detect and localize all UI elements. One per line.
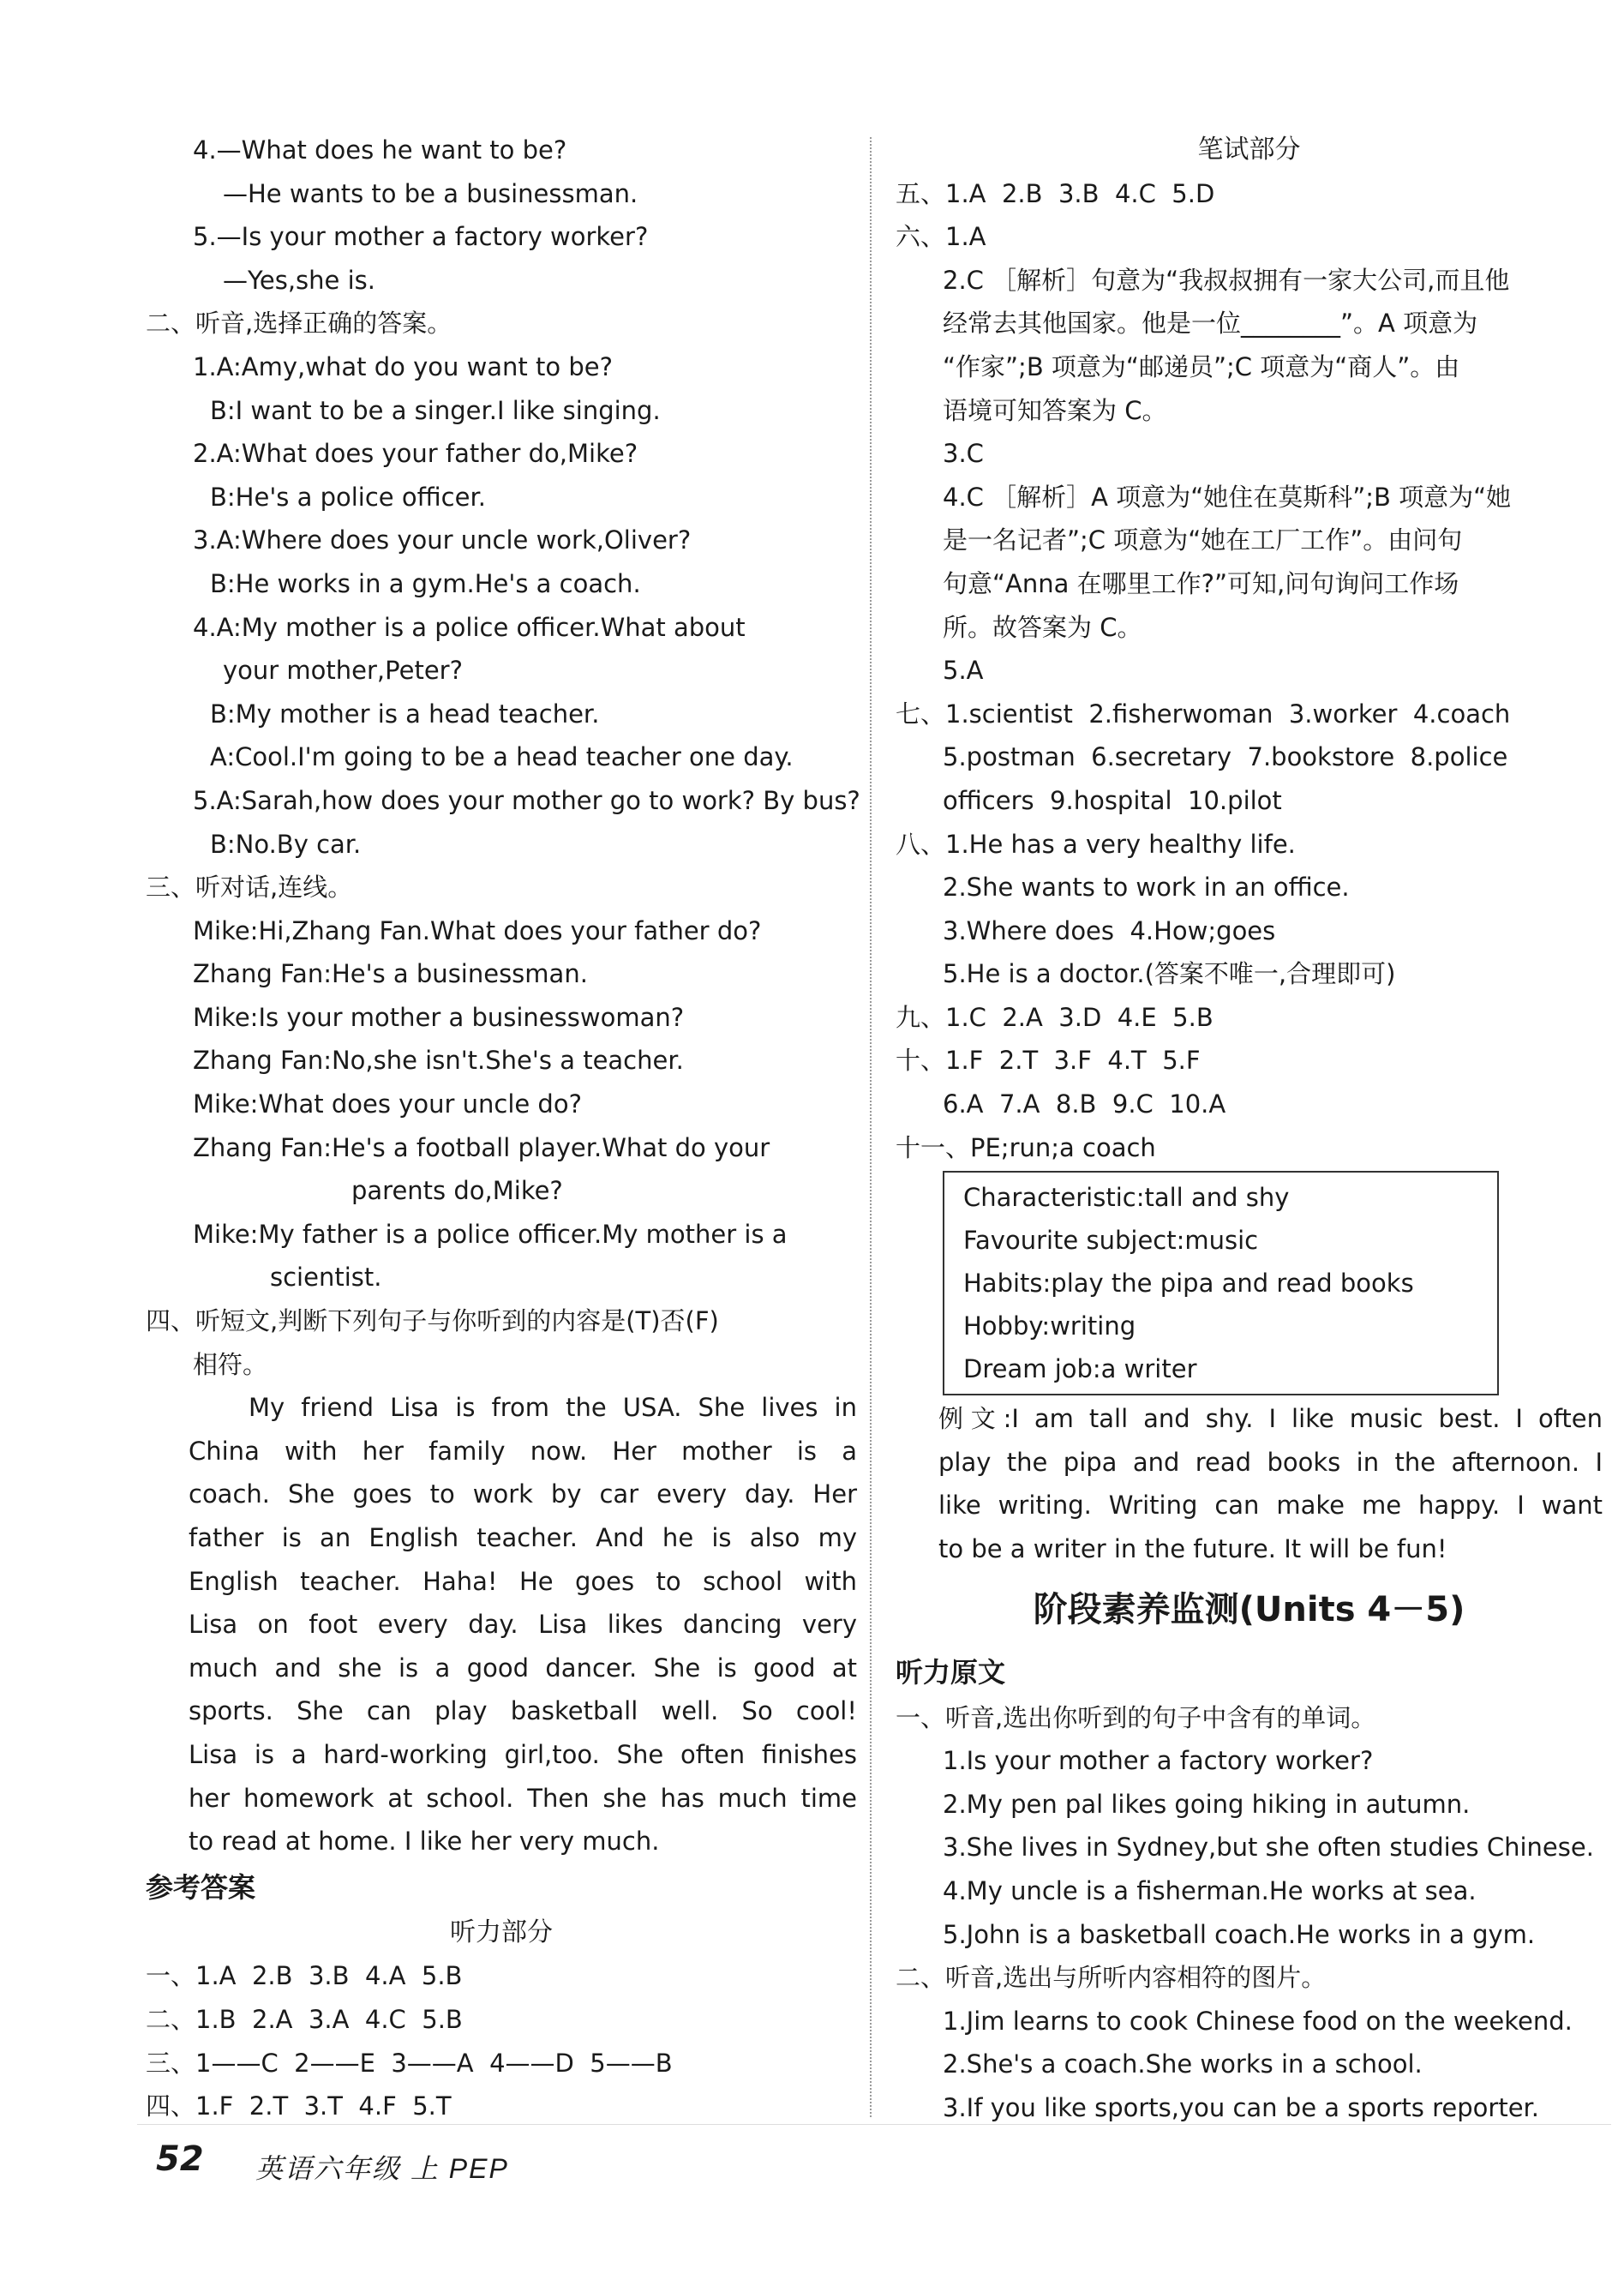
answer-line: 八、1.He has a very healthy life. xyxy=(896,829,1296,859)
passage-line: to read at home. I like her very much. xyxy=(189,1827,660,1857)
text-line: parents do,Mike? xyxy=(351,1176,563,1206)
answer-line: 3.Where does 4.How;goes xyxy=(943,915,1276,945)
column-divider xyxy=(870,137,872,2117)
text-line: Mike:What does your uncle do? xyxy=(193,1089,582,1119)
footer-rule xyxy=(137,2124,1611,2125)
text-line: Mike:My father is a police officer.My mother is a xyxy=(193,1219,788,1249)
profile-line: Characteristic:tall and shy xyxy=(963,1183,1290,1213)
answer-line: 6.A 7.A 8.B 9.C 10.A xyxy=(943,1089,1226,1119)
transcript-heading: 听力原文 xyxy=(896,1655,1006,1689)
text-line: 4.A:My mother is a police officer.What about xyxy=(193,612,746,642)
text-line: B:He's a police officer. xyxy=(210,482,486,512)
answer-line: 五、1.A 2.B 3.B 4.C 5.D xyxy=(896,178,1215,208)
text-line: A:Cool.I'm going to be a head teacher one day. xyxy=(210,742,794,772)
profile-box xyxy=(943,1171,1499,1395)
text-line: 1.A:Amy,what do you want to be? xyxy=(193,351,613,381)
right-column xyxy=(896,129,1603,2130)
text-line: 1.Jim learns to cook Chinese food on the weekend. xyxy=(943,2006,1573,2036)
example-line: to be a writer in the future. It will be fun! xyxy=(938,1534,1447,1564)
answer-line: 5.postman 6.secretary 7.bookstore 8.police xyxy=(943,742,1508,772)
answer-line: 2.She wants to work in an office. xyxy=(943,873,1350,903)
reference-answers-heading: 参考答案 xyxy=(146,1870,256,1904)
text-line: Zhang Fan:He's a football player.What do your xyxy=(193,1132,770,1162)
passage-line: much and she is a good dancer. She is good at xyxy=(189,1653,857,1683)
passage-line: father is an English teacher. And he is also my xyxy=(189,1523,857,1552)
answer-line: 六、1.A xyxy=(896,222,986,252)
answer-line: 七、1.scientist 2.fisherwoman 3.worker 4.coach xyxy=(896,699,1511,729)
text-line: B:My mother is a head teacher. xyxy=(210,699,600,729)
text-line: 4.—What does he want to be? xyxy=(193,135,567,165)
text-line: 5.—Is your mother a factory worker? xyxy=(193,222,649,252)
example-essay xyxy=(896,1397,1603,1570)
text-line: B:I want to be a singer.I like singing. xyxy=(210,395,661,425)
answer-line: 3.C xyxy=(943,439,984,469)
answer-line: 4.C ［解析］A 项意为“她住在莫斯科”;B 项意为“她 xyxy=(943,482,1512,512)
section-heading: 三、听对话,连线。 xyxy=(146,873,353,903)
written-part-heading: 笔试部分 xyxy=(1197,135,1301,165)
passage-line: coach. She goes to work by car every day. Her xyxy=(189,1479,857,1509)
reading-passage xyxy=(146,1386,857,1863)
text-line: 2.A:What does your father do,Mike? xyxy=(193,439,638,469)
answer-line: 十、1.F 2.T 3.F 4.T 5.F xyxy=(896,1046,1201,1076)
book-info: 英语六年级 上 PEP xyxy=(255,2153,509,2184)
passage-line: English teacher. Haha! He goes to school with xyxy=(189,1566,857,1596)
text-line: —He wants to be a businessman. xyxy=(223,178,638,208)
page-number: 52 xyxy=(156,2139,204,2179)
profile-line: Habits:play the pipa and read books xyxy=(963,1269,1414,1299)
section-heading: 四、听短文,判断下列句子与你听到的内容是(T)否(F) xyxy=(146,1306,719,1336)
text-line: 5.A:Sarah,how does your mother go to work? By bus? xyxy=(193,785,860,815)
text-line: 4.My uncle is a fisherman.He works at sea. xyxy=(943,1876,1477,1905)
text-line: Zhang Fan:He's a businessman. xyxy=(193,959,588,989)
answer-line: officers 9.hospital 10.pilot xyxy=(943,785,1282,815)
answer-line: 2.C ［解析］句意为“我叔叔拥有一家大公司,而且他 xyxy=(943,265,1510,295)
answer-line: 经常去其他国家。他是一位________”。A 项意为 xyxy=(943,309,1478,339)
profile-line: Dream job:a writer xyxy=(963,1354,1197,1384)
answer-line: 一、1.A 2.B 3.B 4.A 5.B xyxy=(146,1961,463,1991)
text-line: 5.John is a basketball coach.He works in a gym. xyxy=(943,1919,1536,1949)
answer-line: 九、1.C 2.A 3.D 4.E 5.B xyxy=(896,1002,1214,1032)
text-line: 1.Is your mother a factory worker? xyxy=(943,1746,1374,1776)
answer-line: 语境可知答案为 C。 xyxy=(943,395,1167,425)
text-line: B:He works in a gym.He's a coach. xyxy=(210,568,641,598)
answer-line: “作家”;B 项意为“邮递员”;C 项意为“商人”。由 xyxy=(943,351,1460,381)
text-line: —Yes,she is. xyxy=(223,265,375,295)
text-line: scientist. xyxy=(270,1263,382,1293)
passage-line: China with her family now. Her mother is a xyxy=(189,1436,857,1466)
answer-line: 5.He is a doctor.(答案不唯一,合理即可) xyxy=(943,959,1396,989)
example-line: 例文:I am tall and shy. I like music best. I often xyxy=(938,1404,1603,1434)
profile-line: Favourite subject:music xyxy=(963,1226,1259,1256)
answer-line: 三、1——C 2——E 3——A 4——D 5——B xyxy=(146,2048,673,2078)
section-title: 阶段素养监测(Units 4－5) xyxy=(1033,1589,1465,1629)
listening-part-heading: 听力部分 xyxy=(450,1917,553,1947)
profile-line: Hobby:writing xyxy=(963,1311,1136,1341)
passage-line: her homework at school. Then she has much time xyxy=(189,1783,857,1813)
text-line: Mike:Hi,Zhang Fan.What does your father do? xyxy=(193,915,762,945)
passage-line: Lisa is a hard-working girl,too. She often finishes xyxy=(189,1739,857,1769)
passage-line: Lisa on foot every day. Lisa likes dancing very xyxy=(189,1610,857,1640)
text-line: 3.She lives in Sydney,but she often studies Chinese. xyxy=(943,1833,1594,1863)
answer-line: 所。故答案为 C。 xyxy=(943,612,1142,642)
answer-line: 5.A xyxy=(943,656,984,686)
left-column xyxy=(146,129,860,2128)
answer-line: 是一名记者”;C 项意为“她在工厂工作”。由问句 xyxy=(943,525,1463,555)
passage-line: sports. She can play basketball well. So cool! xyxy=(189,1696,857,1726)
section-heading: 二、听音,选择正确的答案。 xyxy=(146,309,452,339)
text-line: your mother,Peter? xyxy=(223,656,463,686)
answer-line: 十一、PE;run;a coach xyxy=(896,1132,1156,1162)
answer-line: 四、1.F 2.T 3.T 4.F 5.T xyxy=(146,2091,452,2121)
text-line: 相符。 xyxy=(193,1349,268,1379)
text-line: 2.My pen pal likes going hiking in autumn. xyxy=(943,1789,1471,1819)
section-heading: 一、听音,选出你听到的句子中含有的单词。 xyxy=(896,1702,1376,1732)
text-line: B:No.By car. xyxy=(210,829,362,859)
passage-line: My friend Lisa is from the USA. She lives in xyxy=(249,1393,857,1423)
text-line: 2.She's a coach.She works in a school. xyxy=(943,2049,1423,2079)
example-line: like writing. Writing can make me happy. I want xyxy=(938,1491,1603,1521)
text-line: Mike:Is your mother a businesswoman? xyxy=(193,1002,685,1032)
example-line: play the pipa and read books in the afternoon. I xyxy=(938,1447,1603,1477)
answer-line: 句意“Anna 在哪里工作?”可知,问句询问工作场 xyxy=(943,568,1459,598)
section-heading: 二、听音,选出与所听内容相符的图片。 xyxy=(896,1963,1327,1993)
text-line: 3.If you like sports,you can be a sports reporter. xyxy=(943,2092,1540,2122)
text-line: 3.A:Where does your uncle work,Oliver? xyxy=(193,525,692,555)
answer-line: 二、1.B 2.A 3.A 4.C 5.B xyxy=(146,2004,463,2034)
text-line: Zhang Fan:No,she isn't.She's a teacher. xyxy=(193,1046,684,1076)
